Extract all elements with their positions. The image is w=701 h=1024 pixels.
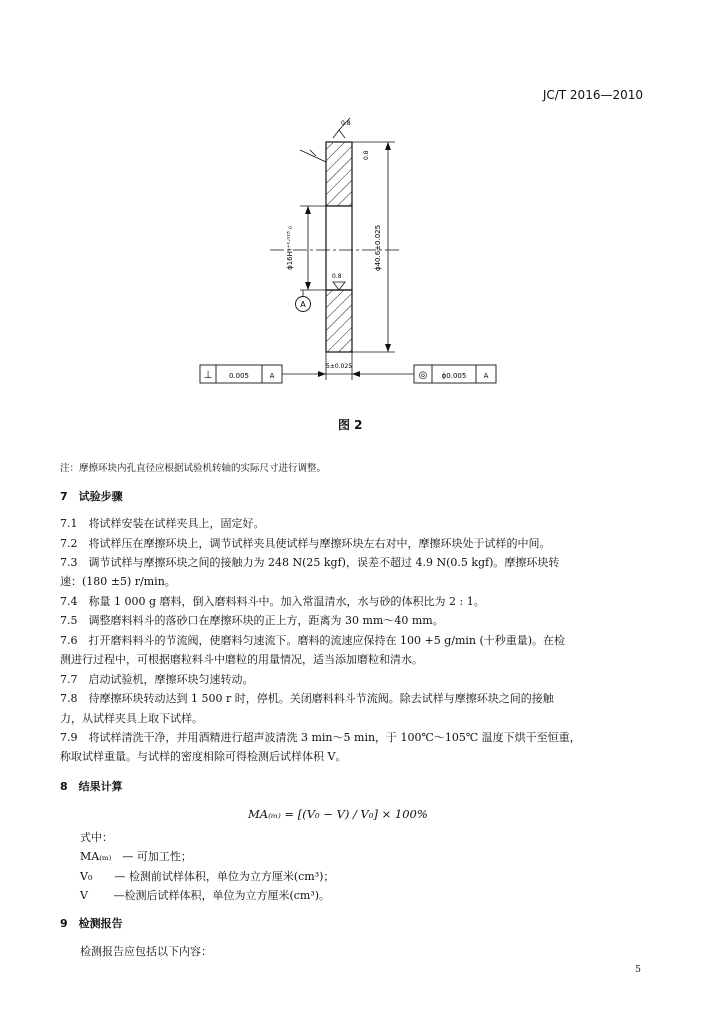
para-7-8: 7.8 待摩擦环块转动达到 1 500 r 时，停机。关闭磨料料斗节流阀。除去试样与摩擦环块之间的接触 xyxy=(60,692,554,705)
machinability-formula: MA₍ₘ₎ = [(V₀ − V) / V₀] × 100% xyxy=(248,807,428,821)
definition-v0: V₀ — 检测前试样体积，单位为立方厘米(cm³)； xyxy=(80,870,335,883)
svg-text:0.8: 0.8 xyxy=(341,120,351,127)
para-7-1: 7.1 将试样安装在试样夹具上，固定好。 xyxy=(60,517,265,530)
ring-section-lower xyxy=(326,290,352,352)
svg-text:0.8: 0.8 xyxy=(332,273,342,280)
svg-text:A: A xyxy=(269,372,275,380)
section-9-title: 9 检测报告 xyxy=(60,917,123,930)
definition-v: V —检测后试样体积，单位为立方厘米(cm³)。 xyxy=(80,889,331,902)
figure-caption: 图 2 xyxy=(338,418,363,432)
where-label: 式中： xyxy=(80,831,113,844)
para-7-9-cont: 称取试样重量。与试样的密度相除可得检测后试样体积 V。 xyxy=(60,750,347,763)
para-7-3-cont: 速：(180 ±5) r/min。 xyxy=(60,575,176,588)
standard-code: JC/T 2016—2010 xyxy=(542,88,643,102)
svg-text:0.8: 0.8 xyxy=(363,150,370,160)
figure-2-drawing xyxy=(0,0,701,440)
svg-text:A: A xyxy=(483,372,489,380)
para-7-3: 7.3 调节试样与摩擦环块之间的接触力为 248 N(25 kgf)，误差不超过 4.9 N(0.5 kgf)。摩擦环块转 xyxy=(60,556,560,569)
fcf-right-frame xyxy=(414,365,496,383)
perpendicularity-icon: ⊥ xyxy=(203,370,213,381)
para-7-7: 7.7 启动试验机，摩擦环块匀速转动。 xyxy=(60,673,254,686)
fcf-left-frame xyxy=(200,365,282,383)
para-7-4: 7.4 称量 1 000 g 磨料，倒入磨料料斗中。加入常温清水，水与砂的体积比为 2 : 1。 xyxy=(60,595,485,608)
svg-text:ϕ0.005: ϕ0.005 xyxy=(441,372,467,380)
para-7-8-cont: 力，从试样夹具上取下试样。 xyxy=(60,712,203,725)
inner-diameter-label: ϕ16H₇⁺⁰·⁰¹⁸ ₀ xyxy=(286,226,294,270)
section-9-intro: 检测报告应包括以下内容： xyxy=(80,945,212,958)
roughness-side-symbol xyxy=(300,150,326,162)
para-7-6-cont: 测进行过程中，可根据磨粒料斗中磨粒的用量情况，适当添加磨粒和清水。 xyxy=(60,653,423,666)
para-7-2: 7.2 将试样压在摩擦环块上，调节试样夹具使试样与摩擦环块左右对中，摩擦环块处于试样的中间。 xyxy=(60,537,551,550)
svg-text:A: A xyxy=(300,300,306,309)
ring-section-upper xyxy=(326,142,352,206)
para-7-9: 7.9 将试样清洗干净，并用酒精进行超声波清洗 3 min～5 min，于 100℃～105℃ 温度下烘干至恒重， xyxy=(60,731,581,744)
svg-text:5±0.025: 5±0.025 xyxy=(325,363,353,370)
outer-diameter-label: ϕ40.6±0.025 xyxy=(374,224,382,272)
svg-text:0.005: 0.005 xyxy=(228,372,250,380)
para-7-5: 7.5 调整磨料料斗的落砂口在摩擦环块的正上方，距离为 30 mm～40 mm。 xyxy=(60,614,444,627)
section-7-title: 7 试验步骤 xyxy=(60,490,123,503)
definition-ma: MA₍ₘ₎ — 可加工性； xyxy=(80,850,192,863)
figure-note: 注：摩擦环块内孔直径应根据试验机转轴的实际尺寸进行调整。 xyxy=(60,463,327,474)
concentricity-icon: ◎ xyxy=(418,370,428,381)
page-number: 5 xyxy=(635,965,641,975)
section-8-title: 8 结果计算 xyxy=(60,780,123,793)
para-7-6: 7.6 打开磨料料斗的节流阀，使磨料匀速流下。磨料的流速应保持在 100 +5 g/min (十秒重量)。在检 xyxy=(60,634,566,647)
